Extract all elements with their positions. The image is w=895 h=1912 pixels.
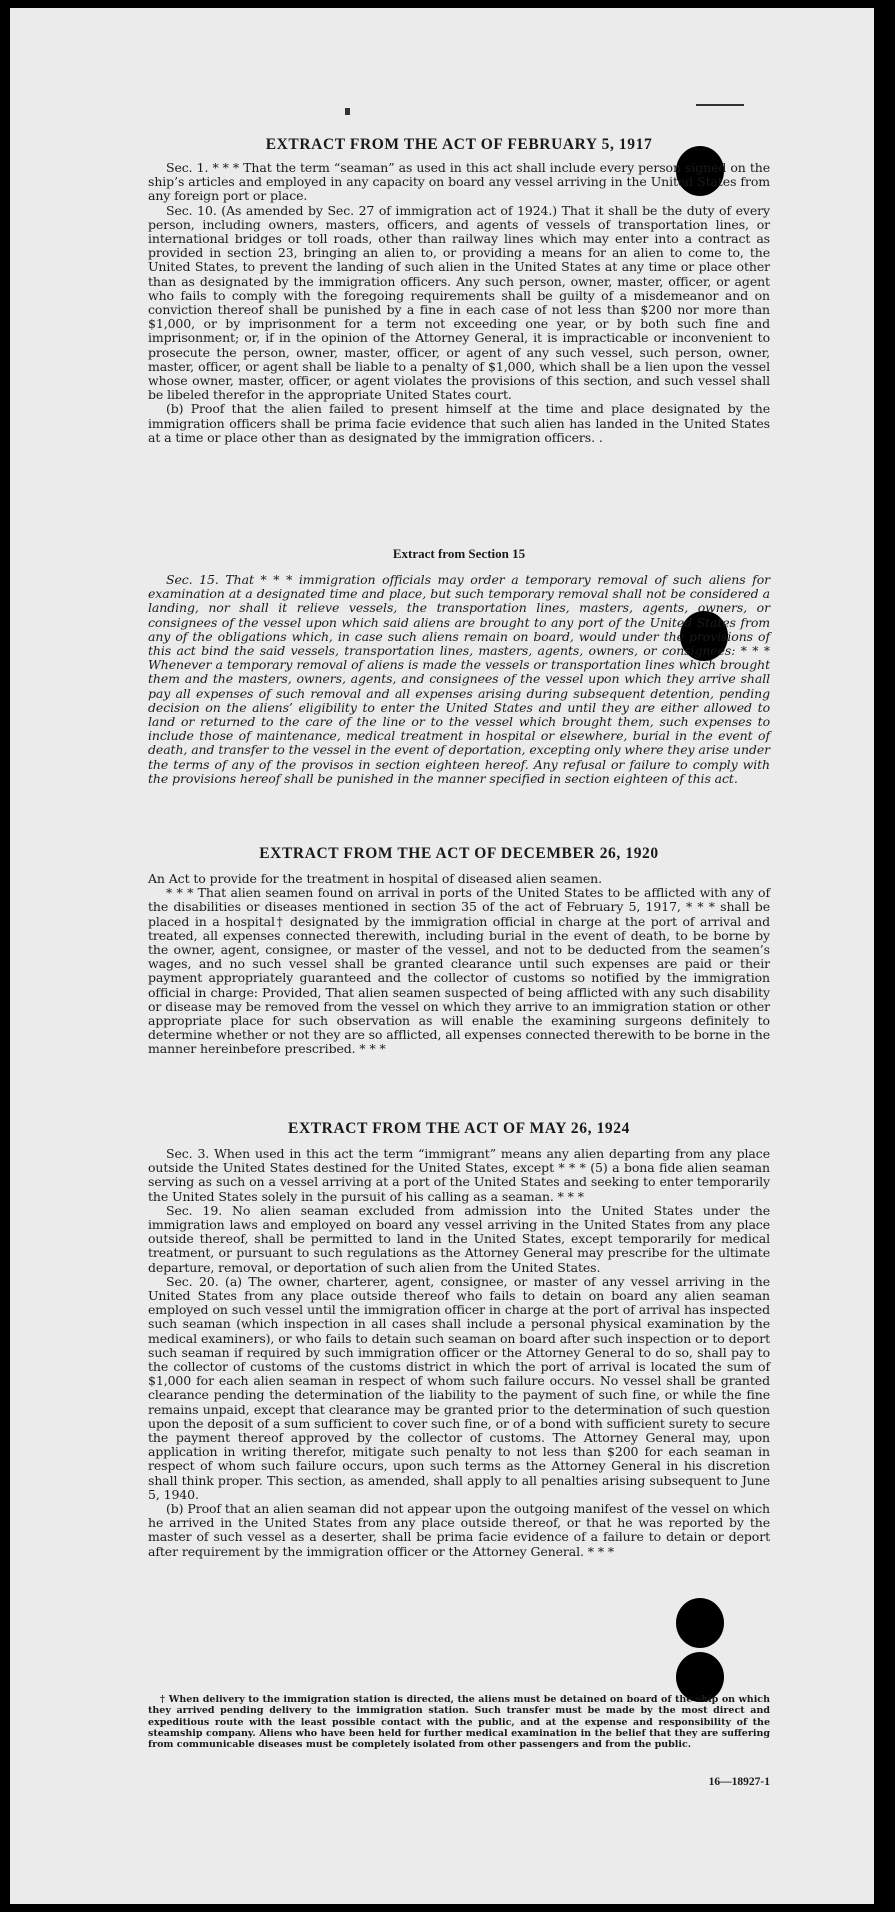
scan-mark-top-right bbox=[696, 104, 744, 106]
para-1920-intro: An Act to provide for the treatment in hospital of diseased alien seamen. bbox=[148, 871, 602, 886]
para-1917-sec1: Sec. 1. * * * That the term “seaman” as used in this act shall include every person signed on the ship’s articles and employed in any capacity on board any vessel arriving in the United States from any foreign port or place. bbox=[148, 160, 770, 204]
footnote: † When delivery to the immigration station is directed, the aliens must be detained on board of the ship on which they arrived pending delivery to the immigration station. Such transfer must be made by the most direct and expeditious route with the least possible contact with the public, and at the expense and responsibility of the steamship company. Aliens who have been held for further medical examination in the belief that they are suffering from communicable diseases must be completely isolated from other passengers and from the public. bbox=[148, 1694, 770, 1751]
para-1924-sec3: Sec. 3. When used in this act the term “immigrant” means any alien departing from any place outside the United States destined for the United States, except * * * (5) a bona fide alien seaman serving as such on a vessel arriving at a port of the United States and seeking to enter temporarily the United States solely in the pursuit of his calling as a seaman. * * * bbox=[148, 1146, 770, 1204]
para-1920-body: * * * That alien seamen found on arrival in ports of the United States to be afflicted with any of the disabilities or diseases mentioned in section 35 of the act of February 5, 1917, * * * shall be placed in a hospital† designated by the immigration official in charge at the port of arrival and treated, all expenses connected therewith, including burial in the event of death, to be borne by the owner, agent, consignee, or master of the vessel, and not to be deducted from the seamen’s wages, and no such vessel shall be granted clearance until such expenses are paid or their payment appropriately guaranteed and the collector of customs so notified by the immigration official in charge: Provided, That alien seamen suspected of being afflicted with any such disability or disease may be removed from the vessel on which they arrive to an immigration station or other appropriate place for such observation as will enable the examining surgeons definitely to determine whether or not they are so afflicted, all expenses connected therewith to be borne in the manner hereinbefore prescribed. * * * bbox=[148, 885, 770, 1057]
act-1924-block bbox=[148, 1119, 770, 1559]
footnote-block bbox=[148, 1694, 770, 1750]
section-15-block bbox=[148, 545, 770, 786]
act-1920-block bbox=[148, 844, 770, 1057]
document-page bbox=[10, 8, 874, 1904]
act-1917-block bbox=[148, 135, 770, 445]
heading-act-1917: EXTRACT FROM THE ACT OF FEBRUARY 5, 1917 bbox=[265, 136, 653, 153]
para-1917-sec10b: (b) Proof that the alien failed to present himself at the time and place designated by the immigration officers shall be prima facie evidence that such alien has landed in the United States at a time or place other than as designated by the immigration officers. . bbox=[148, 401, 770, 445]
heading-act-1924: EXTRACT FROM THE ACT OF MAY 26, 1924 bbox=[288, 1120, 630, 1137]
para-1917-sec10: Sec. 10. (As amended by Sec. 27 of immigration act of 1924.) That it shall be the duty of every person, including owners, masters, officers, and agents of vessels of transportation lines, or international bridges or toll roads, other than railway lines which may enter into a contract as provided in section 23, bringing an alien to, or providing a means for an alien to come to, the United States, to prevent the landing of such alien in the United States at any time or place other than as designated by the immigration officers. Any such person, owner, master, officer, or agent who fails to comply with the foregoing requirements shall be guilty of a misdemeanor and on conviction thereof shall be punished by a fine in each case of not less than $200 nor more than $1,000, or by imprisonment for a term not exceeding one year, or by both such fine and imprisonment; or, if in the opinion of the Attorney General, it is impracticable or inconvenient to prosecute the person, owner, master, officer, or agent of any such vessel, such person, owner, master, officer, or agent shall be liable to a penalty of $1,000, which shall be a lien upon the vessel whose owner, master, officer, or agent violates the provisions of this section, and such vessel shall be libeled therefor in the appropriate United States court. bbox=[148, 202, 770, 403]
heading-section-15: Extract from Section 15 bbox=[392, 546, 526, 561]
para-sec15: Sec. 15. That * * * immigration officials may order a temporary removal of such aliens for examination at a designated time and place, but such temporary removal shall not be considered a landing, nor shall it relieve vessels, the transportation lines, masters, agents, owners, or consignees of the vessel upon which said aliens are brought to any port of the United States from any of the obligations which, in case such aliens remain on board, would under the provisions of this act bind the said vessels, transportation lines, masters, agents, owners, or consignees: * * * Whenever a temporary removal of aliens is made the vessels or transportation lines which brought them and the masters, owners, agents, and consignees of the vessel upon which they arrive shall pay all expenses of such removal and all expenses arising during subsequent detention, pending decision on the aliens’ eligibility to enter the United States and until they are either allowed to land or returned to the care of the line or to the vessel which brought them, such expenses to include those of maintenance, medical treatment in hospital or elsewhere, burial in the event of death, and transfer to the vessel in the event of deportation, excepting only where they arise under the terms of any of the provisos in section eighteen hereof. Any refusal or failure to comply with the provisions hereof shall be punished in the manner specified in section eighteen of this act. bbox=[148, 572, 770, 786]
document-number: 16—18927-1 bbox=[708, 1776, 770, 1788]
heading-act-1920: EXTRACT FROM THE ACT OF DECEMBER 26, 1920 bbox=[259, 845, 659, 862]
para-1924-sec20a: Sec. 20. (a) The owner, charterer, agent, consignee, or master of any vessel arriving in the United States from any place outside thereof who fails to detain on board any alien seaman employed on such vessel until the immigration officer in charge at the port of arrival has inspected such seaman (which inspection in all cases shall include a personal physical examination by the medical examiners), or who fails to detain such seaman on board after such inspection or to deport such seaman if required by such immigration officer or the Attorney General to do so, shall pay to the collector of customs of the customs district in which the port of arrival is located the sum of $1,000 for each alien seaman in respect of whom such failure occurs. No vessel shall be granted clearance pending the determination of the liability to the payment of such fine, or while the fine remains unpaid, except that clearance may be granted prior to the determination of such question upon the deposit of a sum sufficient to cover such fine, or of a bond with sufficient surety to secure the payment thereof approved by the collector of customs. The Attorney General may, upon application in writing therefor, mitigate such penalty to not less than $200 for each seaman in respect of whom such failure occurs, upon such terms as the Attorney General in his discretion shall think proper. This section, as amended, shall apply to all penalties arising subsequent to June 5, 1940. bbox=[148, 1273, 770, 1502]
para-1924-sec20b: (b) Proof that an alien seaman did not appear upon the outgoing manifest of the vessel on which he arrived in the United States from any place outside thereof, or that he was reported by the master of such vessel as a deserter, shall be prima facie evidence of a failure to detain or deport after requirement by the immigration officer or the Attorney General. * * * bbox=[148, 1501, 770, 1559]
punch-hole-bottom-upper bbox=[676, 1598, 724, 1648]
scan-mark-top-center bbox=[345, 108, 350, 115]
para-1924-sec19: Sec. 19. No alien seaman excluded from admission into the United States under the immigration laws and employed on board any vessel arriving in the United States from any place outside thereof, shall be permitted to land in the United States, except temporarily for medical treatment, or pursuant to such regulations as the Attorney General may prescribe for the ultimate departure, removal, or deportation of such alien from the United States. bbox=[148, 1202, 770, 1275]
